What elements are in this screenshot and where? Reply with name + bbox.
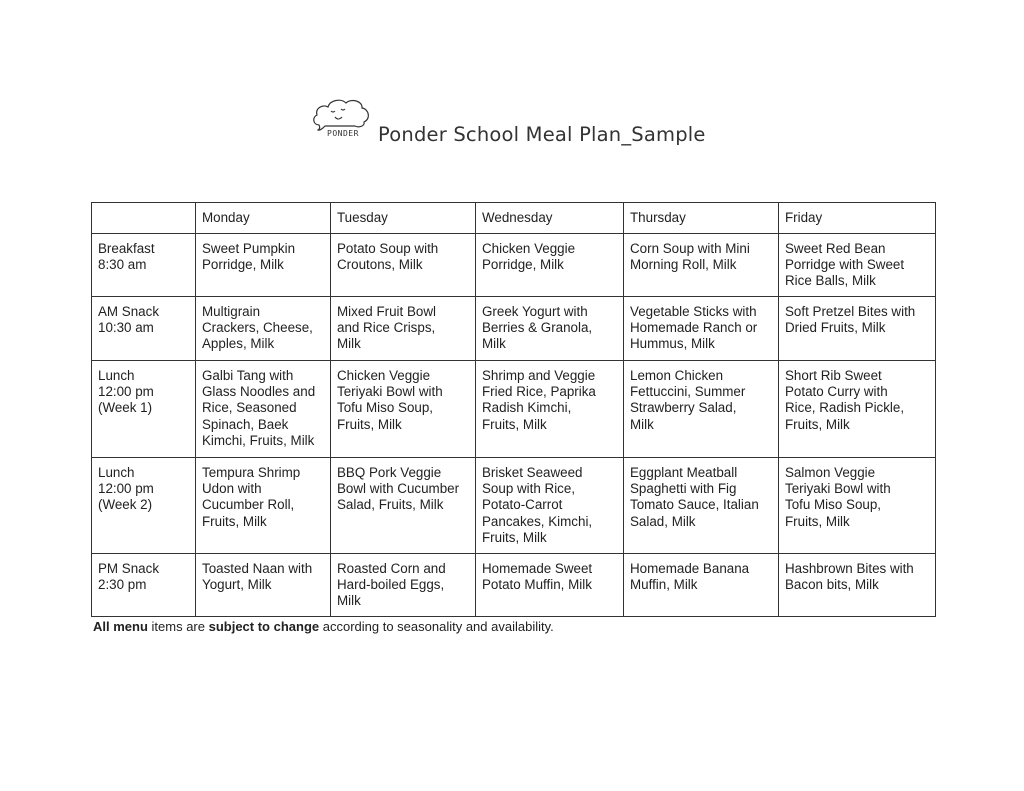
table-cell: Sweet Red Bean Porridge with Sweet Rice Balls, Milk [779,234,936,297]
footnote [93,619,554,634]
table-row-pm-snack [92,554,936,617]
header-cell-tuesday: Tuesday [331,203,476,234]
table-cell: Sweet Pumpkin Porridge, Milk [196,234,331,297]
row-label: Lunch 12:00 pm (Week 1) [92,361,196,458]
header-cell-thursday: Thursday [624,203,779,234]
page-title: Ponder School Meal Plan_Sample [378,123,706,146]
row-label: Breakfast 8:30 am [92,234,196,297]
table-cell: Tempura Shrimp Udon with Cucumber Roll, Fruits, Milk [196,458,331,554]
footnote-text-2: according to seasonality and availability. [319,619,554,634]
table-cell: Corn Soup with Mini Morning Roll, Milk [624,234,779,297]
table-cell: Shrimp and Veggie Fried Rice, Paprika Radish Kimchi, Fruits, Milk [476,361,624,458]
table-cell: Eggplant Meatball Spaghetti with Fig Tomato Sauce, Italian Salad, Milk [624,458,779,554]
table-row-lunch-week1 [92,361,936,458]
table-cell: Chicken Veggie Porridge, Milk [476,234,624,297]
table-row-am-snack [92,297,936,361]
table-row-lunch-week2 [92,458,936,554]
logo-text: PONDER [327,129,359,138]
table-cell: Galbi Tang with Glass Noodles and Rice, Seasoned Spinach, Baek Kimchi, Fruits, Milk [196,361,331,458]
ponder-logo [311,95,373,139]
cloud-icon [314,100,369,130]
row-label: PM Snack 2:30 pm [92,554,196,617]
table-cell: Greek Yogurt with Berries & Granola, Milk [476,297,624,361]
table-cell: Vegetable Sticks with Homemade Ranch or Hummus, Milk [624,297,779,361]
table-cell: Homemade Banana Muffin, Milk [624,554,779,617]
header-cell-corner [92,203,196,234]
table-cell: BBQ Pork Veggie Bowl with Cucumber Salad, Fruits, Milk [331,458,476,554]
header-cell-monday: Monday [196,203,331,234]
table-cell: Hashbrown Bites with Bacon bits, Milk [779,554,936,617]
footnote-text-1: items are [147,619,209,634]
table-cell: Brisket Seaweed Soup with Rice, Potato-Carrot Pancakes, Kimchi, Fruits, Milk [476,458,624,554]
table-cell: Soft Pretzel Bites with Dried Fruits, Milk [779,297,936,361]
table-header-row [92,203,936,234]
table-cell: Homemade Sweet Potato Muffin, Milk [476,554,624,617]
footnote-bold-1: All menu [93,619,148,634]
table-cell: Roasted Corn and Hard-boiled Eggs, Milk [331,554,476,617]
table-cell: Lemon Chicken Fettuccini, Summer Strawberry Salad, Milk [624,361,779,458]
table-cell: Potato Soup with Croutons, Milk [331,234,476,297]
table-cell: Short Rib Sweet Potato Curry with Rice, Radish Pickle, Fruits, Milk [779,361,936,458]
table-cell: Multigrain Crackers, Cheese, Apples, Milk [196,297,331,361]
table-cell: Salmon Veggie Teriyaki Bowl with Tofu Miso Soup, Fruits, Milk [779,458,936,554]
row-label: Lunch 12:00 pm (Week 2) [92,458,196,554]
table-cell: Mixed Fruit Bowl and Rice Crisps, Milk [331,297,476,361]
footnote-bold-2: subject to change [208,619,320,634]
table-cell: Chicken Veggie Teriyaki Bowl with Tofu Miso Soup, Fruits, Milk [331,361,476,458]
header-cell-wednesday: Wednesday [476,203,624,234]
header-cell-friday: Friday [779,203,936,234]
row-label: AM Snack 10:30 am [92,297,196,361]
table-cell: Toasted Naan with Yogurt, Milk [196,554,331,617]
meal-plan-table [91,202,936,617]
table-row-breakfast [92,234,936,297]
